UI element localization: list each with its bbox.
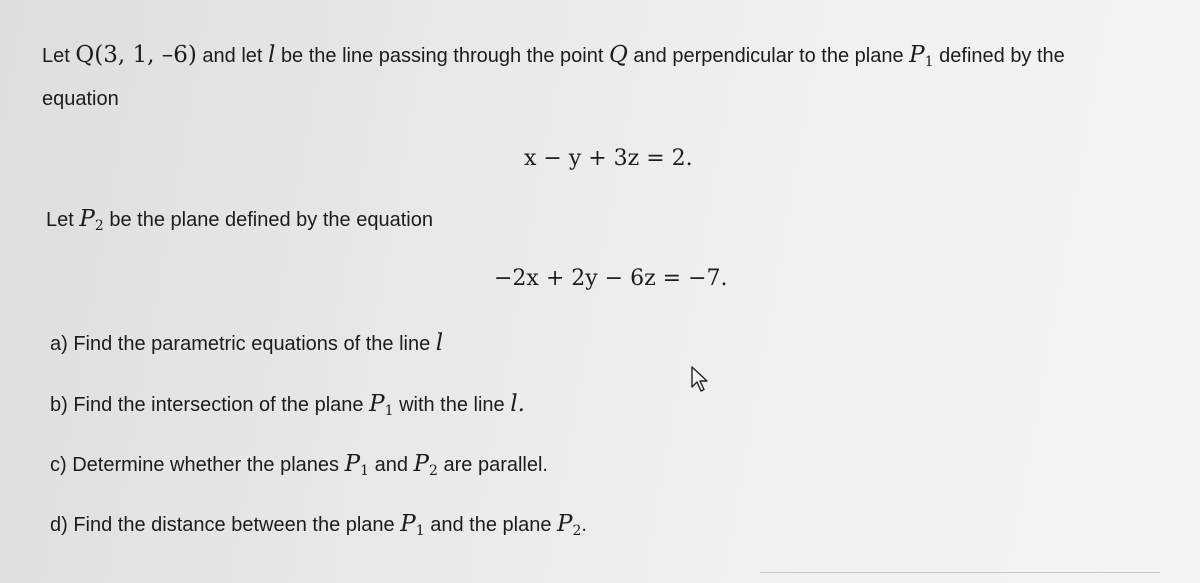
plane-letter: P [369,391,385,417]
part-c [50,451,548,479]
plane-letter: P [400,511,416,537]
intro-text: defined by the [939,45,1065,67]
point-q-symbol: Q [608,42,628,68]
part-b-text: b) Find the intersection of the plane [50,394,364,416]
part-d [50,511,587,539]
part-b-text: with the line [399,394,505,416]
plane-letter: P [557,511,573,537]
line-symbol: l [435,330,444,356]
part-d-text: and the plane [430,514,552,536]
mouse-pointer-icon [690,365,710,393]
line-symbol: l. [510,391,525,417]
intro-text: and let [202,45,263,67]
plane-p1-symbol [909,42,933,68]
plane-p1-symbol [400,511,424,537]
problem-intro-line1 [42,42,1065,70]
line-symbol: l [268,42,276,68]
part-b [50,391,525,419]
part-c-text: and [374,454,408,476]
part-c-text: are parallel. [443,454,548,476]
part-d-text: . [581,514,587,536]
part-a [50,330,443,356]
plane-p1-symbol [345,451,369,477]
plane-subscript: 1 [384,403,394,419]
p2-intro-text: Let [46,209,74,231]
equation-text: x − y + 3z = 2. [524,146,693,171]
plane-letter: P [909,42,925,68]
divider [760,572,1160,573]
plane-p2-symbol [557,511,581,537]
problem-intro-line2: equation [42,88,119,110]
intro-text: Let [42,45,70,67]
plane-subscript: 1 [360,463,370,479]
plane-letter: P [79,206,95,232]
plane-p2-symbol [414,451,438,477]
p2-intro [46,206,433,234]
p2-intro-text: be the plane defined by the equation [109,209,433,231]
intro-text: and perpendicular to the plane [633,45,904,67]
equation-plane-p1 [524,146,693,171]
plane-subscript: 1 [924,54,934,70]
plane-subscript: 2 [572,523,582,539]
plane-subscript: 2 [94,218,104,234]
plane-letter: P [344,451,361,477]
part-c-text: c) Determine whether the planes [50,454,340,476]
plane-p2-symbol [79,206,103,232]
point-q: Q(3, 1, –6) [75,42,197,68]
plane-p1-symbol [369,391,393,417]
part-a-text: a) Find the parametric equations of the line [50,333,431,355]
plane-letter: P [413,451,429,477]
intro-text: be the line passing through the point [280,45,604,67]
plane-subscript: 2 [429,463,438,479]
part-d-text: d) Find the distance between the plane [50,514,395,536]
equation-text: −2x + 2y − 6z = −7. [494,266,728,291]
equation-plane-p2 [494,266,728,291]
plane-subscript: 1 [415,523,425,539]
